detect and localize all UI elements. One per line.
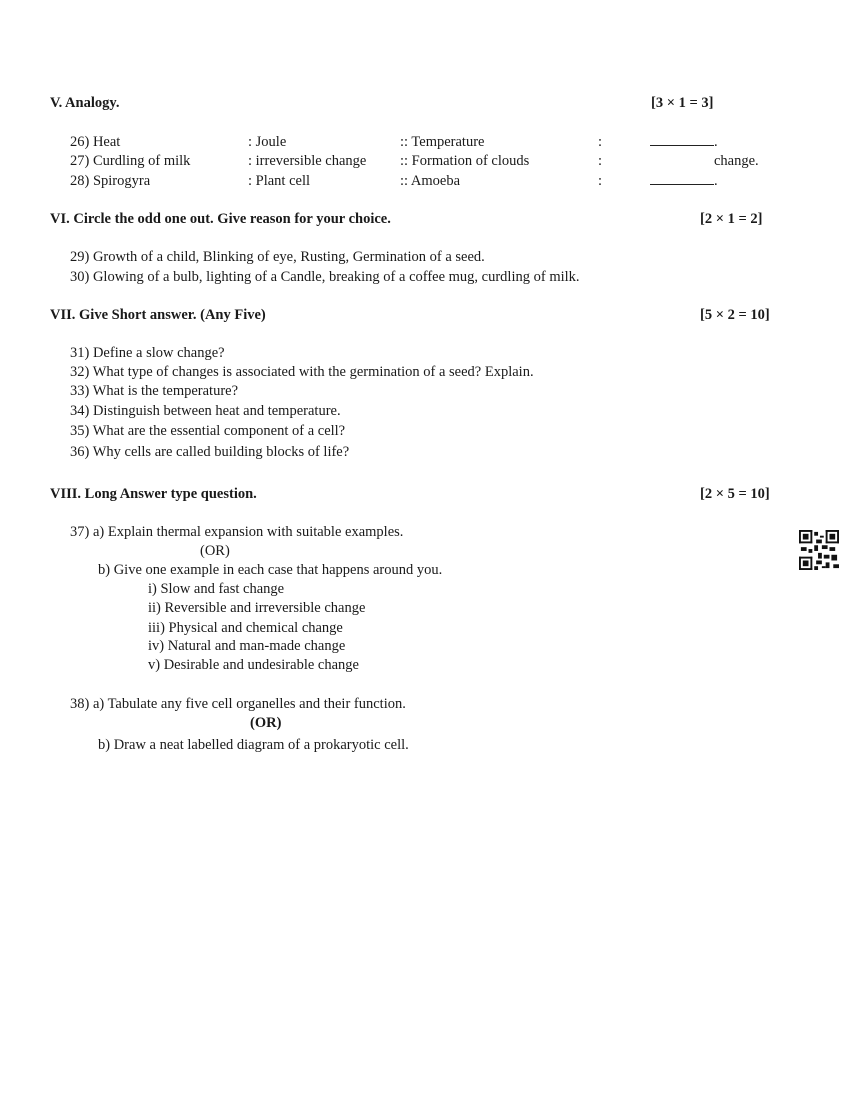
analogy-relation: : Plant cell [248,173,311,189]
analogy-pair: :: Formation of clouds [400,153,530,169]
section-v-marks: [3 × 1 = 3] [651,95,714,111]
subpart: iii) Physical and chemical change [148,620,343,636]
analogy-colon: : [598,173,603,189]
subpart: i) Slow and fast change [148,581,285,597]
section-viii-title: VIII. Long Answer type question. [50,486,257,502]
analogy-colon: : [598,134,603,150]
question-37a: 37) a) Explain thermal expansion with suitable examples. [70,524,404,540]
analogy-relation: : Joule [248,134,287,150]
qr-code-icon [799,530,839,570]
question-37b: b) Give one example in each case that happens around you. [98,562,443,578]
question-35: 35) What are the essential component of a cell? [70,423,346,439]
subpart: v) Desirable and undesirable change [148,657,359,673]
question-38b: b) Draw a neat labelled diagram of a prokaryotic cell. [98,737,409,753]
section-vi-title: VI. Circle the odd one out. Give reason for your choice. [50,211,391,227]
question-29: 29) Growth of a child, Blinking of eye, Rusting, Germination of a seed. [70,249,485,265]
or-label: (OR) [250,715,282,731]
answer-blank: . [650,173,718,190]
subpart: ii) Reversible and irreversible change [148,600,366,616]
answer-blank: . [650,134,718,151]
question-33: 33) What is the temperature? [70,383,239,399]
question-36: 36) Why cells are called building blocks of life? [70,444,350,460]
question-34: 34) Distinguish between heat and temperature. [70,403,341,419]
section-v-title: V. Analogy. [50,95,120,111]
analogy-colon: : [598,153,603,169]
section-vii-marks: [5 × 2 = 10] [700,307,770,323]
analogy-term: 26) Heat [70,134,121,150]
section-vii-title: VII. Give Short answer. (Any Five) [50,307,266,323]
or-label: (OR) [200,543,230,559]
section-viii-marks: [2 × 5 = 10] [700,486,770,502]
question-32: 32) What type of changes is associated with the germination of a seed? Explain. [70,364,534,380]
answer-blank: change. [714,153,759,169]
question-31: 31) Define a slow change? [70,345,225,361]
analogy-pair: :: Amoeba [400,173,461,189]
question-38a: 38) a) Tabulate any five cell organelles and their function. [70,696,406,712]
section-vi-marks: [2 × 1 = 2] [700,211,763,227]
analogy-term: 27) Curdling of milk [70,153,191,169]
question-30: 30) Glowing of a bulb, lighting of a Candle, breaking of a coffee mug, curdling of milk. [70,269,580,285]
analogy-pair: :: Temperature [400,134,485,150]
analogy-term: 28) Spirogyra [70,173,151,189]
analogy-relation: : irreversible change [248,153,367,169]
subpart: iv) Natural and man-made change [148,638,346,654]
